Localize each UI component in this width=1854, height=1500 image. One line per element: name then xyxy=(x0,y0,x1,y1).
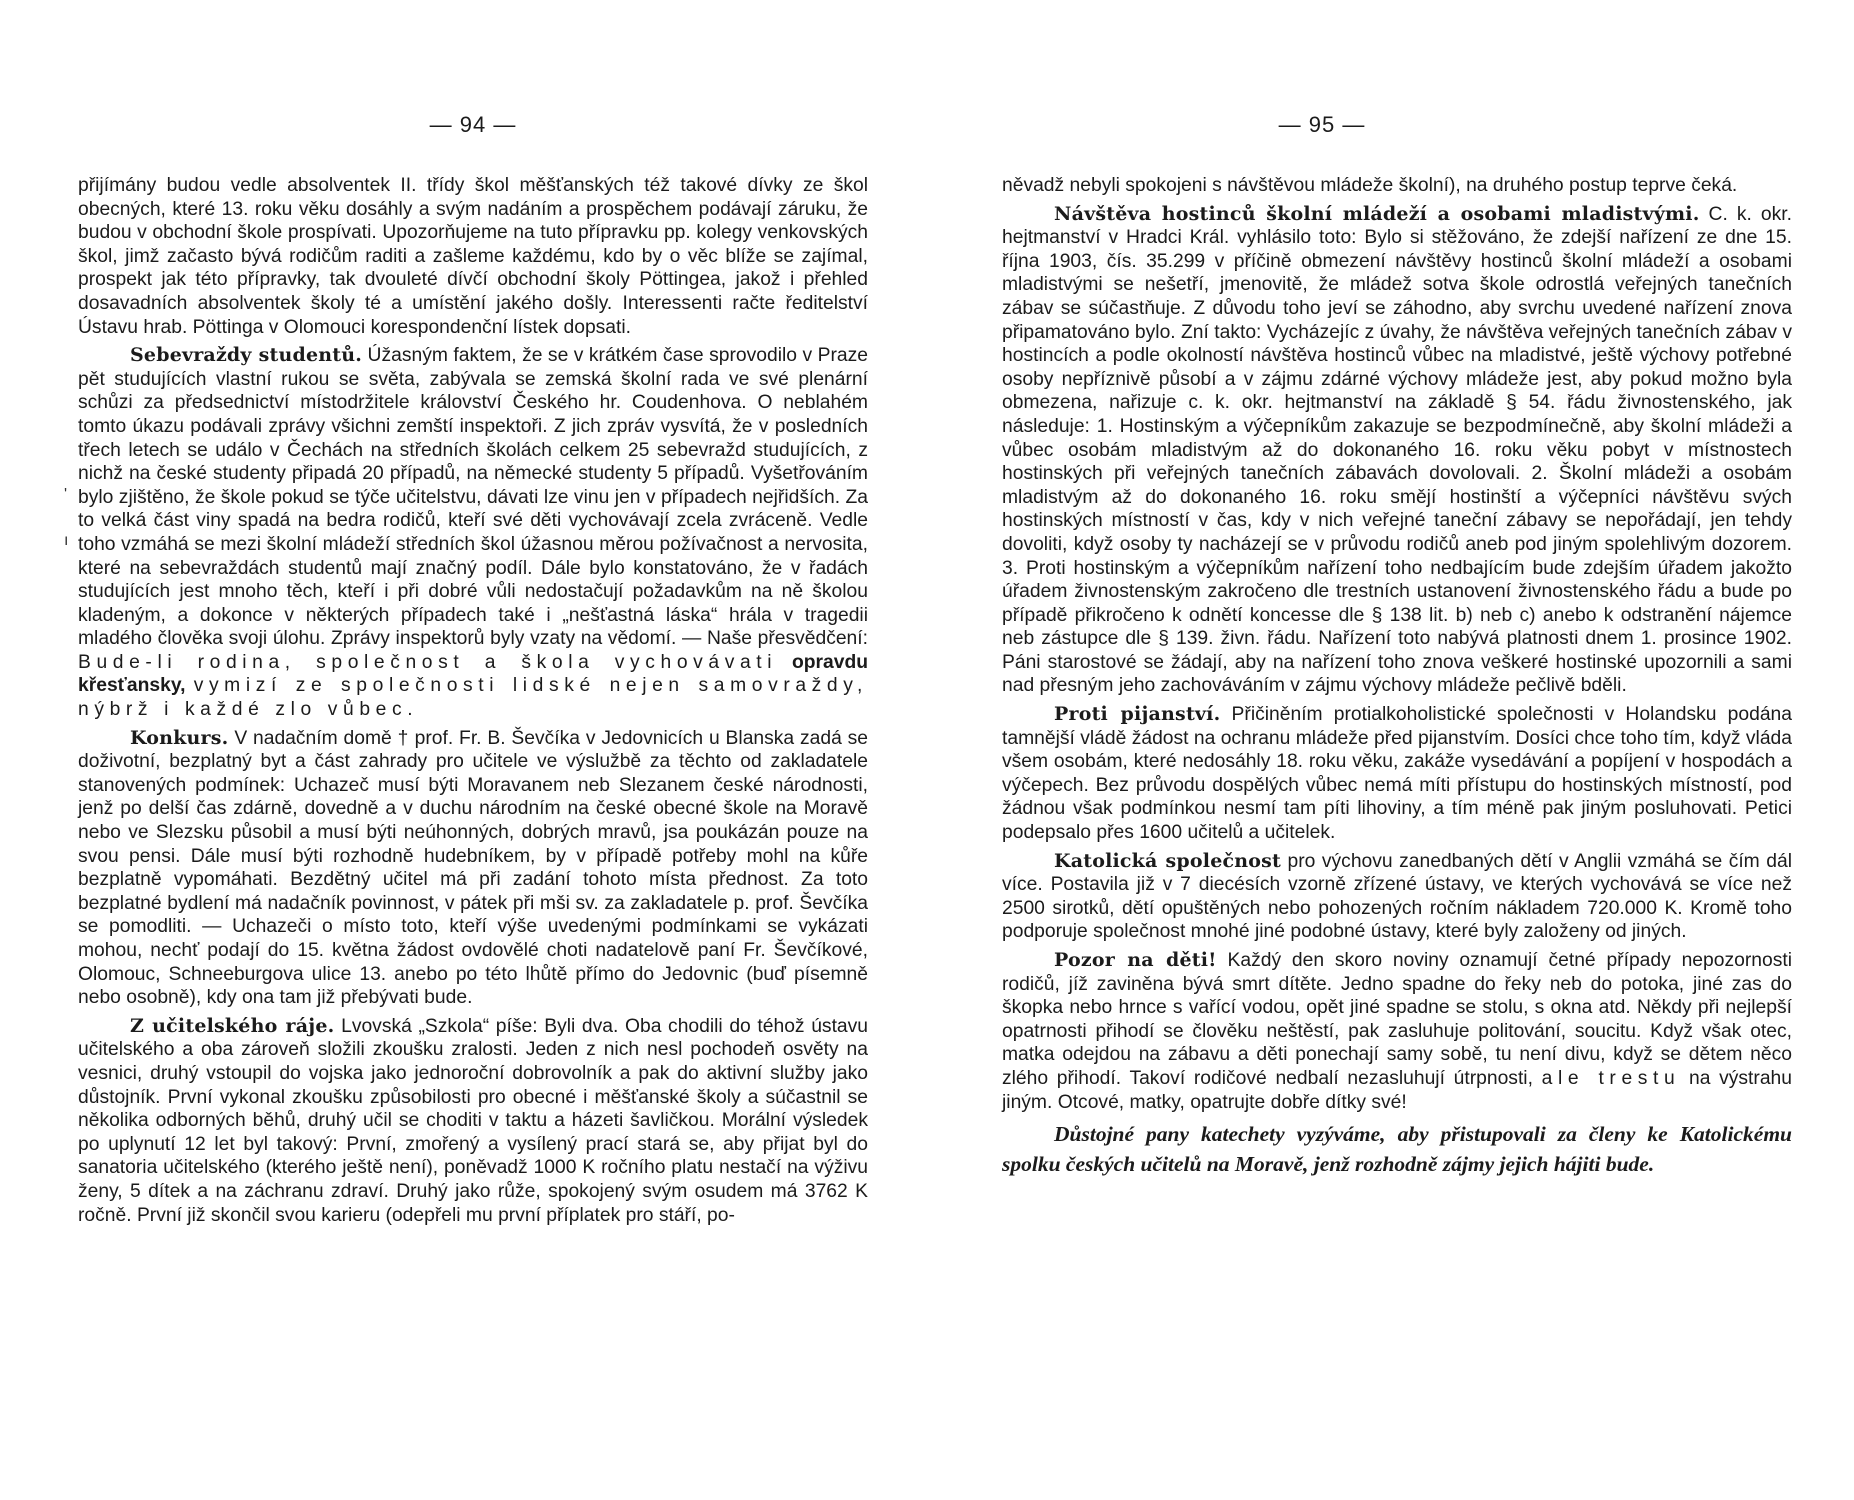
right-page xyxy=(1002,0,1792,1500)
page-number-right: — 95 — xyxy=(1278,112,1366,137)
heading-konkurs: Konkurs. xyxy=(130,726,229,749)
left-page xyxy=(78,0,868,1500)
heading-pozor-na-deti: Pozor na děti! xyxy=(1054,949,1217,971)
paragraph-katolicka-spolecnost: Katolická společnost pro výchovu zanedbaných dětí v Anglii vzmáhá se čím dál více. Postavila již v 7 diecésích vzorně zřízené ústavy, ve kterých vychovává se více než 2500 sirotků, dětí opuštěných nebo pohozených ročním nákladem 720.000 K. Kromě toho podporuje společnost mnohé jiné podobné ústavy, které byly založeny od jiných. xyxy=(1002,849,1792,943)
paragraph-pijanstvi: Proti pijanství. Přičiněním protialkoholistické společnosti v Holandsku podána tamnější vládě žádost na ochranu mládeže před pijanstvím. Dosíci chce toho tím, když vláda všem osobám, které nedosáhly 18. roku věku, zakáže vysedávání a popíjení v hospodách a výčepech. Bez průvodu dospělých vůbec nemá míti přístupu do hostinských místností, pod žádnou však podmínkou nesmí tam píti lihoviny, a tím méně pak jiným posluhovati. Petici podepsalo přes 1600 učitelů a učitelek. xyxy=(1002,703,1792,844)
heading-hostince: Návštěva hostinců školní mládeží a osobami mladistvými. xyxy=(1054,202,1700,225)
right-page-text xyxy=(1002,174,1792,1179)
paragraph-hostince: Návštěva hostinců školní mládeží a osobami mladistvými. C. k. okr. hejtmanství v Hradci Král. vyhlásilo toto: Bylo si stěžováno, že zdejší nařízení ze dne 15. října 1903, čís. 35.299 v příčině obmezení návštěvy hostinců školní mládeží a osobami mladistvými se nešetří, jmenovitě, že mládež sotva škole odrostlá veřejných tanečních zábav se súčastňuje. Z důvodu toho jeví se záhodno, aby svrchu uvedené nařízení znova připamatováno bylo. Zní takto: Vycházejíc z úvahy, že návštěva veřejných tanečních zábav v hostincích a podle okolností návštěva hostinců vůbec na mladistvé, ještě výchovy potřebné osoby nepříznivě působí a v zájmu zdárné výchovy mládeže jest, aby pokud možno byla obmezena, nařizuje c. k. okr. hejtmanství na základě § 54. řádu živnostenského, jak následuje: 1. Hostinským a výčepníkům zakazuje se bezpodmínečně, aby školní mládeži a vůbec osobám mladistvým až do dokonaného 16. roku věku pobyt v místnostech hostinských při veřejných tanečních zábavách dovolovali. 2. Školní mládeži a osobám mladistvým až do dokonaného 16. roku smějí hostinští a výčepníci návštěvu svých hostinských místností v čas, kdy v nich veřejné taneční zábavy se nepořádají, jen tehdy dovoliti, když osoby ty nacházejí se v průvodu rodičů aneb pod jiným spolehlivým dozorem. 3. Proti hostinským a výčepníkům nařízení toho nedbajícím bude zdejším úřadem jakožto úřadem živnostenským zakročeno dle trestních ustanovení živnostenského řádu a bude po případě přikročeno k odnětí koncesse dle § 138 lit. b) neb c) anebo k odstranění nájemce neb zástupce dle § 139. živn. řádu. Nařízení toto nabývá platnosti dnem 1. prosince 1902. Páni starostové se žádají, aby na nařízení toho znova veškeré hostinské upozornili a sami nad přesným jeho zachováváním v zájmu výchovy mládeže pečlivě bděli. xyxy=(1002,202,1792,697)
paragraph-ucitelsky-raj: Z učitelského ráje. Lvovská „Szkola“ píše: Byli dva. Oba chodili do téhož ústavu učitelského a oba zároveň složili zkoušku zralosti. Jeden z nich nesl pochodeň osvěty na vesnici, druhý vstoupil do vojska jako jednoroční dobrovolník a pak do aktivní služby jako důstojník. První vykonal zkoušku způsobilosti pro obecné i měšťanské školy a súčastnil se několika odborných běhů, druhý učil se choditi v taktu a házeti šavličkou. Morální výsledek po uplynutí 12 let byl takový: První, zmořený a vysílený prací stará se, aby přijat byl do sanatoria učitelského (kterého ještě není), poněvadž 1000 K ročního platu nestačí na výživu ženy, 5 dítek a na záchranu zdraví. Druhý jako růže, spokojený svým osudem má 3762 K ročně. První již skončil svou karieru (odepřeli mu první příplatek pro stáří, po- xyxy=(78,1014,869,1226)
paragraph-konkurs: Konkurs. V nadačním domě † prof. Fr. B. Ševčíka v Jedovnicích u Blanska zadá se doživotní, bezplatný byt a část zahrady pro učitele ve výslužbě za těchto od zakladatele stanovených podmínek: Uchazeč musí býti Moravanem neb Slezanem české národnosti, jenž po delší čas zdárně, dovedně a v duchu národním na české obecné škole na Moravě nebo ve Slezsku působil a musí býti neúhonných, dobrých mravů, jsa poukázán pouze na svou pensi. Dále musí býti rozhodně hudebníkem, by v případě potřeby mohl na kůře bezplatně vypomáhati. Bezdětný učitel má při zadání tohoto místa přednost. Za toto bezplatné bydlení má nadačník povinnost, v pátek při mši sv. za zakladatele p. prof. Ševčíka se pomodliti. — Uchazeči o místo toto, kteří výše uvedenými podmínkami se vykázati mohou, nechť podají do 15. května žádost ovdovělé choti nadatelově paní Fr. Ševčíkové, Olomouc, Schneeburgova ulice 13. anebo po této lhůtě přímo do Jedovnic (buď písemně nebo osobně), kdy ona tam již přebývati bude. xyxy=(78,726,868,1009)
left-page-text xyxy=(78,174,868,1227)
closing-appeal: Důstojné pany katechety vyzýváme, aby přistupovali za členy ke Katolickému spolku českých učitelů na Moravě, jenž rozhodně zájmy jejich hájiti bude. xyxy=(1002,1122,1792,1177)
margin-mark: ' xyxy=(64,486,68,503)
paragraph-continuation: něvadž nebyli spokojeni s návštěvou mládeže školní), na druhého postup teprve čeká. xyxy=(1002,175,1738,196)
heading-pijanstvi: Proti pijanství. xyxy=(1054,703,1221,726)
heading-katolicka-spolecnost: Katolická společnost xyxy=(1054,849,1282,872)
paragraph-pottinga: přijímány budou vedle absolventek II. třídy škol měšťanských též takové dívky ze škol obecných, které 13. roku věku dosáhly a svým nadáním a prospěchem podávají záruku, že budou v obchodní škole prospívati. Upozorňujeme na tuto přípravku pp. kolegy venkovských škol, jimž začasto bývá rodičům raditi a zašleme každému, kdo by o věc blíže se zajímal, prospekt jak této přípravky, tak dvouleté dívčí obchodní školy Pöttingea, jakož i přehled dosavadních absolventek školy té a umístění jakého došly. Interessenti račte ředitelství Ústavu hrab. Pöttinga v Olomouci korespondenční lístek dopsati. xyxy=(78,175,868,338)
heading-ucitelsky-raj: Z učitelského ráje. xyxy=(130,1014,335,1037)
page-number-left: — 94 — xyxy=(429,112,517,137)
heading-sebevrazdy: Sebevraždy studentů. xyxy=(130,344,363,367)
paragraph-sebevrazdy: Sebevraždy studentů. Úžasným faktem, že se v krátkém čase sprovodilo v Praze pět studujících vlastní rukou se světa, zabývala se zemská školní rada ve své plenární schůzi za předsednictví místodržitele království Českého hr. Coudenhova. O neblahém tomto úkazu podávali zprávy všichni zemští inspektoři. Z jich zpráv vysvítá, že v posledních třech letech se událo v Čechách na středních školách celkem 25 sebevražd studujících, z nichž na české studenty připadá 20 případů, na německé studenty 5 případů. Vyšetřováním bylo zjištěno, že škole pokud se týče učitelstvu, dávati lze vinu jen v případech nejřidších. Za to velká část viny spadá na bedra rodičů, kteří své děti vychovávají zcela zvráceně. Vedle toho vzmáhá se mezi školní mládeží středních škol úžasnou měrou požívačnost a nervosita, které na sebevraždách studentů mají značný podíl. Dále bylo konstatováno, že v řadách studujících jest mnoho těch, kteří i při dobré vůli nedostačují požadavkům na ně školou kladeným, a dokonce v některých případech také i „nešťastná láska“ hrála v tragedii mladého člověka svoji úlohu. Zprávy inspektorů byly vzaty na vědomí. — Naše přesvědčení: Bude-li rodina, společnost a škola vychovávati opravdu křesťansky, vymizí ze společnosti lidské nejen samovraždy, nýbrž i každé zlo vůbec. xyxy=(78,344,869,721)
paragraph-pozor-na-deti: Pozor na děti! Každý den skoro noviny oznamují četné případy nepozornosti rodičů, jíž zaviněna bývá smrt dítěte. Jedno spadne do řeky neb do potoka, jiné zas do škopka nebo hrnce s vařící vodou, opět jiné spadne se stolu, s okna atd. Někdy při nejlepší opatrnosti přihodí se člověku neštěstí, pak zasluhuje politování, soucitu. Když však otec, matka odejdou na zábavu a děti ponechají samy sobě, tu není divu, když se dětem něco zlého přihodí. Takoví rodičové nedbalí nezasluhují útrpnosti, ale trestu na výstrahu jiným. Otcové, matky, opatrujte dobře dítky své! xyxy=(1002,949,1793,1113)
margin-mark: ı xyxy=(64,532,69,549)
